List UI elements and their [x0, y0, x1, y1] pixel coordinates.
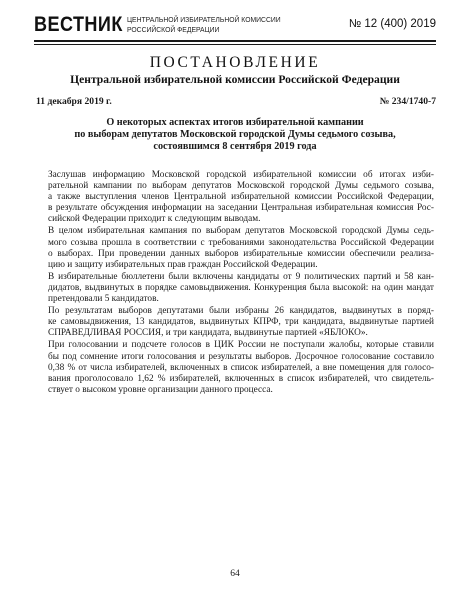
body-line: бы под сомнение итоги голосования и результаты выборов. Досрочное голосование составило — [48, 351, 434, 362]
body-paragraph — [36, 170, 434, 225]
document-issuer: Центральной избирательной комиссии Российской Федерации — [70, 73, 400, 86]
page-number: 64 — [230, 569, 240, 579]
body-line: ствует о высоком уровне организации данного процесса. — [48, 384, 273, 395]
body-paragraph — [36, 340, 434, 395]
body-line: в результате обсуждения информации на заседании Центральная избирательная комиссия Рос- — [48, 203, 434, 214]
masthead-divider-thick — [34, 40, 436, 42]
document-date: 11 декабря 2019 г. — [36, 96, 112, 107]
body-line: вания проголосовало 1,62 % избирателей, включенных в список избирателей, что свидетель- — [48, 373, 434, 384]
body-line: СПРАВЕДЛИВАЯ РОССИЯ, и три кандидата, выдвинутые партией «ЯБЛОКО». — [48, 328, 368, 339]
body-line: а также выступления членов Центральной избирательной комиссии Российской Федерации, — [48, 192, 434, 203]
body-line: о выборах. При проведении данных выборов избирательные комиссии обеспечили реализа- — [48, 248, 434, 259]
headline-line: по выборам депутатов Московской городской Думы седьмого созыва, — [74, 128, 396, 140]
body-paragraph — [36, 306, 434, 339]
document-body — [36, 170, 434, 397]
org-line: ЦЕНТРАЛЬНОЙ ИЗБИРАТЕЛЬНОЙ КОМИССИИ — [127, 15, 281, 24]
body-line: цию и защиту избирательных прав граждан Российской Федерации. — [48, 259, 318, 270]
body-line: 0,38 % от числа избирателей, включенных в список избирателей, а вне помещения для голосо- — [48, 362, 434, 373]
body-line: В целом избирательная кампания по выборам депутатов Московской городской Думы седь- — [48, 226, 434, 237]
masthead-divider-thin — [34, 44, 436, 45]
document-number: № 234/1740-7 — [379, 96, 436, 107]
body-line: претендовали 5 кандидатов. — [48, 294, 159, 305]
body-line: дидатов, выдвинутых в порядке самовыдвижения. Конкуренция была высокой: на один мандат — [48, 282, 434, 293]
issue-number: № 12 (400) 2019 — [348, 18, 436, 30]
headline-line: состоявшимся 8 сентября 2019 года — [153, 140, 317, 152]
publication-org — [127, 15, 281, 34]
org-line: РОССИЙСКОЙ ФЕДЕРАЦИИ — [127, 24, 220, 34]
body-line: Заслушав информацию Московской городской избирательной комиссии об итогах изби- — [48, 170, 434, 180]
document-type: ПОСТАНОВЛЕНИЕ — [149, 54, 321, 71]
body-line: По результатам выборов депутатами были избраны 26 кандидатов, выдвинутых в поряд- — [48, 306, 434, 317]
masthead-bar — [34, 13, 436, 37]
body-line: ке самовыдвижения, 13 кандидатов, выдвинутых КПРФ, три кандидата, выдвинутые партией — [48, 317, 434, 328]
document-headline — [34, 117, 436, 152]
body-paragraph — [36, 226, 434, 270]
body-paragraph — [36, 272, 434, 305]
headline-line: О некоторых аспектах итогов избирательной кампании — [106, 117, 364, 128]
publication-logo: ВЕСТНИК — [34, 13, 123, 36]
body-line: мого созыва прошла в соответствии с требованиями законодательства Российской Федерации — [48, 237, 434, 248]
body-line: При голосовании и подсчете голосов в ЦИК России не поступали жалобы, которые ставили — [48, 340, 434, 351]
body-line: рательной кампании по выборам депутатов Московской городской Думы седьмого созыва, — [48, 181, 434, 192]
body-line: В избирательные бюллетени были включены кандидаты от 9 политических партий и 58 кан- — [48, 271, 434, 282]
body-line: сийской Федерации приходит к следующим выводам. — [48, 214, 261, 225]
